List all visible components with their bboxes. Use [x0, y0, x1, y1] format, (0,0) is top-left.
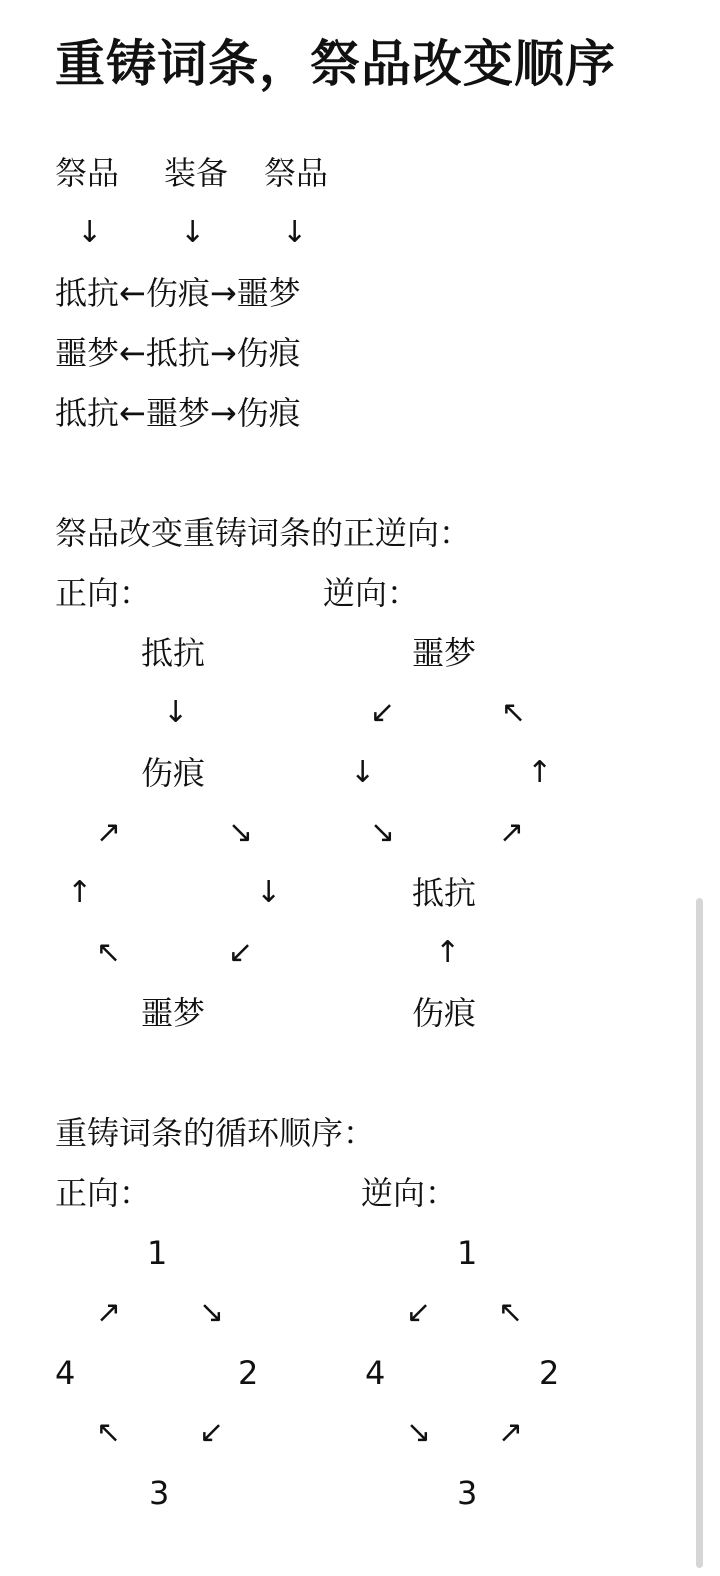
table-row: 噩梦←抵抗→伤痕: [55, 334, 301, 372]
ne-arrow-icon: ↗: [498, 1415, 524, 1450]
ne-arrow-icon: ↗: [96, 1295, 122, 1330]
down-arrow-icon: ↓: [180, 215, 206, 250]
reverse-node-top: 噩梦: [412, 634, 477, 672]
scrollbar[interactable]: [696, 898, 703, 1568]
forward-label: 正向：: [55, 574, 152, 612]
down-arrow-icon: ↓: [163, 695, 189, 730]
ne-arrow-icon: ↗: [499, 815, 525, 850]
up-arrow-icon: ↑: [67, 875, 93, 910]
reverse-node-middle: 抵抗: [412, 874, 477, 912]
nw-arrow-icon: ↖: [96, 935, 122, 970]
cycle-reverse-1: 1: [457, 1234, 478, 1272]
up-arrow-icon: ↑: [435, 935, 461, 970]
se-arrow-icon: ↘: [406, 1415, 432, 1450]
sw-arrow-icon: ↙: [370, 695, 396, 730]
section2-heading: 重铸词条的循环顺序：: [55, 1114, 376, 1152]
forward-node-middle: 伤痕: [141, 754, 206, 792]
header-equipment: 装备: [164, 154, 229, 192]
down-arrow-icon: ↓: [77, 215, 103, 250]
table-row: 抵抗←噩梦→伤痕: [55, 394, 301, 432]
header-offering-right: 祭品: [264, 154, 329, 192]
nw-arrow-icon: ↖: [96, 1415, 122, 1450]
up-arrow-icon: ↑: [527, 755, 553, 790]
table-row: 抵抗←伤痕→噩梦: [55, 274, 301, 312]
page-title: 重铸词条，祭品改变顺序: [55, 35, 616, 93]
cycle-reverse-4: 4: [365, 1354, 386, 1392]
nw-arrow-icon: ↖: [501, 695, 527, 730]
reverse-label: 逆向：: [361, 1174, 458, 1212]
reverse-node-bottom: 伤痕: [412, 994, 477, 1032]
sw-arrow-icon: ↙: [406, 1295, 432, 1330]
ne-arrow-icon: ↗: [96, 815, 122, 850]
sw-arrow-icon: ↙: [199, 1415, 225, 1450]
down-arrow-icon: ↓: [282, 215, 308, 250]
nw-arrow-icon: ↖: [498, 1295, 524, 1330]
sw-arrow-icon: ↙: [228, 935, 254, 970]
cycle-reverse-2: 2: [539, 1354, 560, 1392]
header-offering-left: 祭品: [55, 154, 120, 192]
cycle-reverse-3: 3: [457, 1474, 478, 1512]
forward-label: 正向：: [55, 1174, 152, 1212]
cycle-forward-4: 4: [55, 1354, 76, 1392]
cycle-forward-3: 3: [149, 1474, 170, 1512]
se-arrow-icon: ↘: [199, 1295, 225, 1330]
section1-heading: 祭品改变重铸词条的正逆向：: [55, 514, 472, 552]
se-arrow-icon: ↘: [228, 815, 254, 850]
down-arrow-icon: ↓: [256, 875, 282, 910]
forward-node-top: 抵抗: [141, 634, 206, 672]
forward-node-bottom: 噩梦: [141, 994, 206, 1032]
reverse-label: 逆向：: [323, 574, 420, 612]
cycle-forward-2: 2: [238, 1354, 259, 1392]
se-arrow-icon: ↘: [370, 815, 396, 850]
down-arrow-icon: ↓: [350, 755, 376, 790]
cycle-forward-1: 1: [147, 1234, 168, 1272]
